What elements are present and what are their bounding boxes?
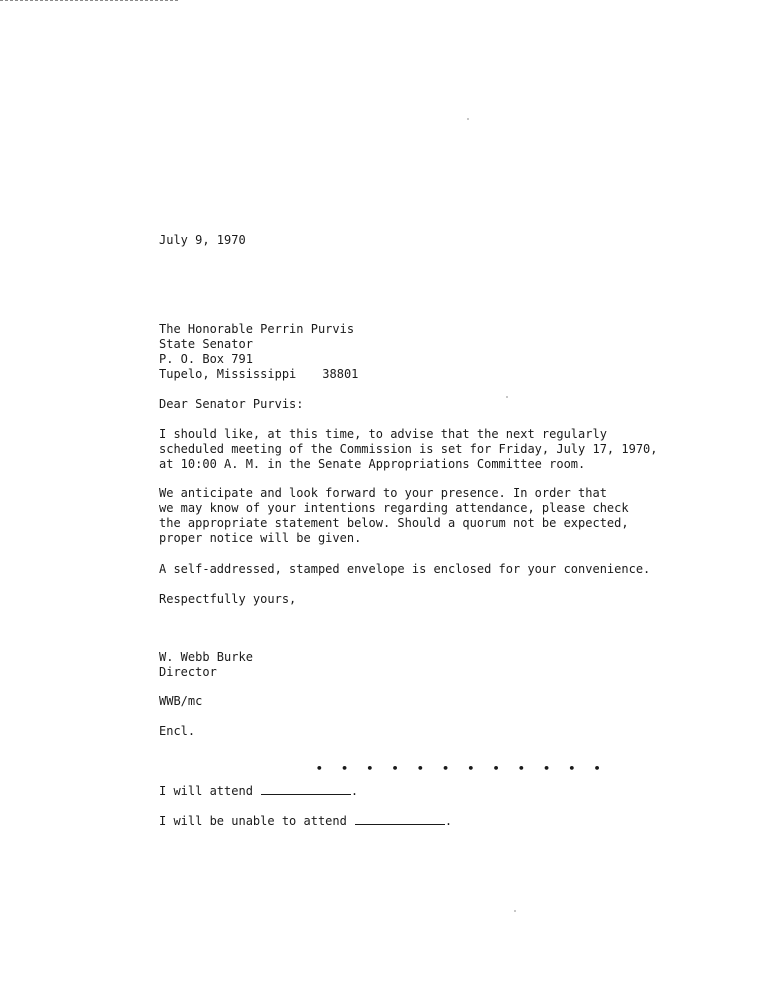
unable-option — [159, 813, 452, 829]
recipient-po-box: P. O. Box 791 — [159, 352, 253, 366]
paragraph-line: scheduled meeting of the Commission is set for Friday, July 17, 1970, — [159, 442, 658, 456]
paragraph-line: I should like, at this time, to advise that the next regularly — [159, 427, 607, 441]
letter-date: July 9, 1970 — [159, 233, 246, 247]
unable-checkbox-blank[interactable] — [355, 813, 445, 825]
enclosure-notation: Encl. — [159, 724, 196, 738]
dotted-divider: • • • • • • • • • • • • — [316, 762, 607, 775]
paragraph-line: the appropriate statement below. Should a quorum not be expected, — [159, 516, 629, 530]
reference-initials: WWB/mc — [159, 694, 203, 708]
salutation: Dear Senator Purvis: — [159, 397, 304, 411]
paper-speck — [467, 118, 469, 120]
body-paragraph-1 — [159, 427, 658, 472]
paper-speck — [514, 910, 516, 912]
paragraph-line: at 10:00 A. M. in the Senate Appropriations Committee room. — [159, 457, 586, 471]
body-paragraph-3 — [159, 562, 650, 577]
recipient-title: State Senator — [159, 337, 253, 351]
paragraph-line: proper notice will be given. — [159, 531, 362, 545]
unable-option-label: I will be unable to attend — [159, 814, 347, 828]
unable-period: . — [444, 814, 453, 828]
signature-block — [159, 650, 253, 680]
signer-title: Director — [159, 665, 217, 679]
body-paragraph-2 — [159, 486, 629, 546]
attend-period: . — [350, 784, 359, 798]
recipient-address — [159, 322, 358, 382]
recipient-zip: 38801 — [322, 367, 359, 381]
attend-option — [159, 783, 358, 799]
recipient-city-line — [159, 367, 358, 382]
top-dashed-rule — [0, 0, 178, 1]
paper-speck — [506, 396, 508, 398]
signer-name: W. Webb Burke — [159, 650, 253, 664]
recipient-name: The Honorable Perrin Purvis — [159, 322, 355, 336]
paragraph-line: we may know of your intentions regarding attendance, please check — [159, 501, 629, 515]
attend-checkbox-blank[interactable] — [261, 783, 351, 795]
attend-option-label: I will attend — [159, 784, 253, 798]
complimentary-closing: Respectfully yours, — [159, 592, 297, 606]
paragraph-line: A self-addressed, stamped envelope is enclosed for your convenience. — [159, 562, 651, 576]
paragraph-line: We anticipate and look forward to your presence. In order that — [159, 486, 607, 500]
recipient-city-state: Tupelo, Mississippi — [159, 367, 297, 381]
